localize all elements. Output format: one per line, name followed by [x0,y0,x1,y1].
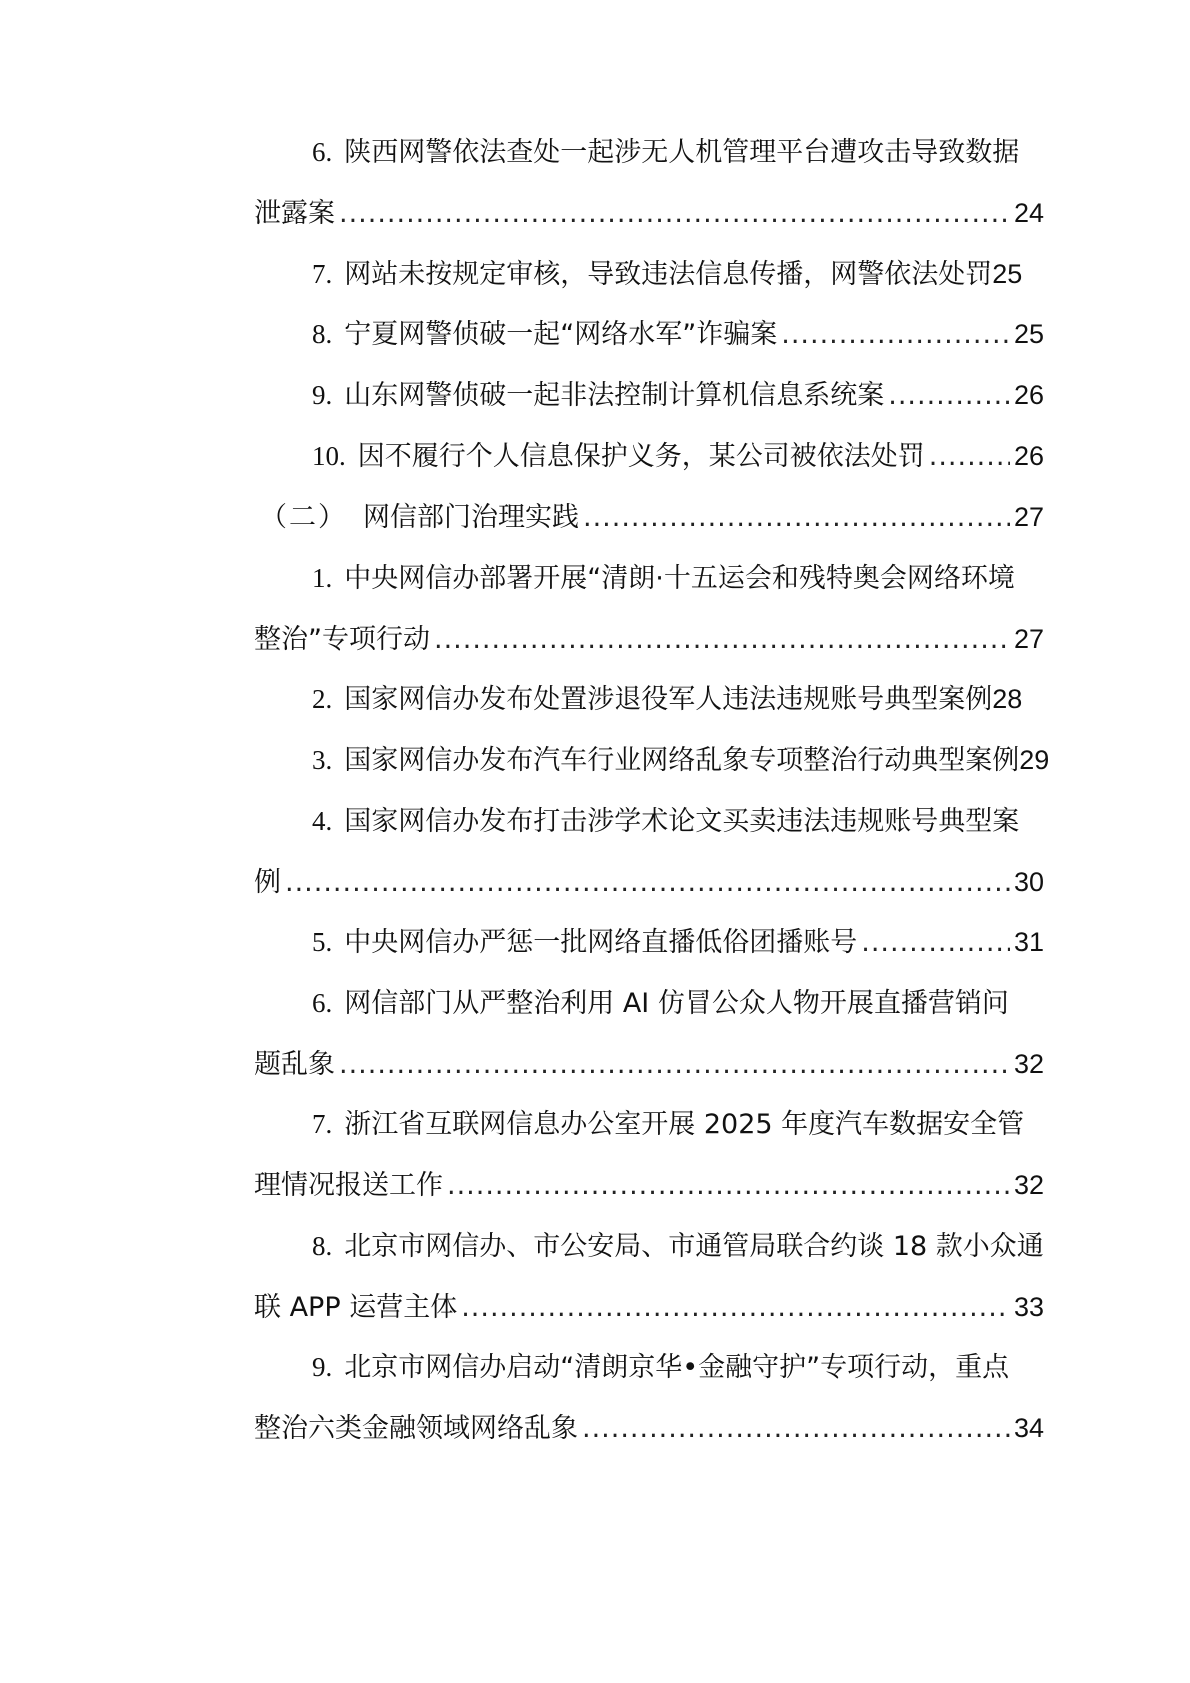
toc-entry[interactable] [254,801,1044,841]
toc-number: 10. [312,441,346,471]
toc-entry-continuation[interactable] [254,1165,1044,1205]
toc-entry[interactable] [254,314,1044,354]
toc-section-number: （二） [260,502,347,533]
toc-title: 中央网信办部署开展“清朗·十五运会和残特奥会网络环境 [344,563,1015,594]
toc-number: 9. [312,1352,333,1382]
toc-title-continuation: 泄露案 [254,198,335,229]
leader-dots [461,1288,1010,1328]
toc-entry[interactable] [254,558,1044,598]
toc-number: 7. [312,1109,333,1139]
toc-number: 5. [312,927,333,957]
leader-dots [583,498,1010,538]
toc-number: 2. [312,684,333,714]
toc-number: 7. [312,259,333,289]
toc-title-continuation: 题乱象 [254,1049,335,1080]
leader-dots [582,1409,1010,1449]
toc-entry[interactable] [254,375,1044,415]
toc-page-number: 27 [1013,502,1044,532]
toc-page-number: 32 [1013,1170,1044,1200]
toc-page-number: 27 [1013,624,1044,654]
toc-page-number: 32 [1013,1049,1044,1079]
toc-number: 4. [312,806,333,836]
toc-title: 国家网信办发布打击涉学术论文买卖违法违规账号典型案 [344,806,1020,837]
toc-entry[interactable] [254,740,1050,780]
toc-title: 陕西网警依法查处一起涉无人机管理平台遭攻击导致数据 [344,137,1020,168]
toc-page-number: 31 [1013,927,1044,957]
toc-number: 6. [312,137,333,167]
toc-entry-continuation[interactable] [254,1408,1044,1448]
toc-entry[interactable] [254,436,1044,476]
toc-entry-continuation[interactable] [254,193,1044,233]
toc-page-number: 29 [1019,745,1050,775]
toc-title: 因不履行个人信息保护义务，某公司被依法处罚 [357,441,925,472]
toc-entry[interactable] [254,1226,1044,1266]
toc-number: 8. [312,319,333,349]
toc-page-number: 24 [1013,198,1044,228]
toc-page-number: 25 [1013,319,1044,349]
toc-entry-continuation[interactable] [254,619,1044,659]
toc-entry[interactable] [254,1347,1044,1387]
leader-dots [447,1166,1010,1206]
toc-entry-continuation[interactable] [254,1044,1044,1084]
toc-entry[interactable] [254,254,1044,294]
toc-title-continuation: 整治六类金融领域网络乱象 [254,1413,578,1444]
toc-page-number: 26 [1013,380,1044,410]
toc-title-continuation: 整治”专项行动 [254,624,430,655]
toc-title-continuation: 理情况报送工作 [254,1170,443,1201]
toc-page-number: 28 [992,684,1023,714]
toc-title: 国家网信办发布处置涉退役军人违法违规账号典型案例 [344,684,993,715]
leader-dots [888,376,1010,416]
leader-dots [929,437,1010,477]
toc-number: 3. [312,745,333,775]
toc-entry[interactable] [254,132,1044,172]
toc-page-number: 26 [1013,441,1044,471]
toc-title: 国家网信办发布汽车行业网络乱象专项整治行动典型案例 [344,745,1020,776]
toc-entry[interactable] [254,922,1044,962]
toc-entry[interactable] [254,983,1044,1023]
toc-title: 山东网警侦破一起非法控制计算机信息系统案 [344,380,885,411]
toc-title-continuation: 联 APP 运营主体 [254,1292,458,1323]
leader-dots [434,620,1010,660]
leader-dots [861,923,1010,963]
toc-number: 1. [312,563,333,593]
toc-page-number: 34 [1013,1413,1044,1443]
toc-title: 浙江省互联网信息办公室开展 2025 年度汽车数据安全管 [344,1109,1025,1140]
toc-entry-continuation[interactable] [254,862,1044,902]
toc-title: 中央网信办严惩一批网络直播低俗团播账号 [344,927,858,958]
toc-entry[interactable] [254,1104,1044,1144]
toc-entry-continuation[interactable] [254,1287,1044,1327]
toc-section-entry[interactable] [254,497,1044,537]
toc-page-number: 33 [1013,1292,1044,1322]
toc-title-continuation: 例 [254,867,281,898]
toc-title: 网信部门从严整治利用 AI 仿冒公众人物开展直播营销问 [344,988,1009,1019]
toc-title: 网站未按规定审核，导致违法信息传播，网警依法处罚 [344,259,993,290]
toc-title: 宁夏网警侦破一起“网络水军”诈骗案 [344,319,778,350]
leader-dots [781,315,1010,355]
toc-number: 9. [312,380,333,410]
toc-number: 6. [312,988,333,1018]
toc-title: 北京市网信办、市公安局、市通管局联合约谈 18 款小众通 [344,1231,1044,1262]
toc-title: 北京市网信办启动“清朗京华•金融守护”专项行动，重点 [344,1352,1010,1383]
leader-dots [339,1045,1010,1085]
leader-dots [339,194,1010,234]
toc-page-number: 30 [1013,867,1044,897]
toc-number: 8. [312,1231,333,1261]
toc-section-title: 网信部门治理实践 [363,502,579,533]
toc-entry[interactable] [254,679,1044,719]
leader-dots [285,863,1010,903]
toc-page-number: 25 [992,259,1023,289]
